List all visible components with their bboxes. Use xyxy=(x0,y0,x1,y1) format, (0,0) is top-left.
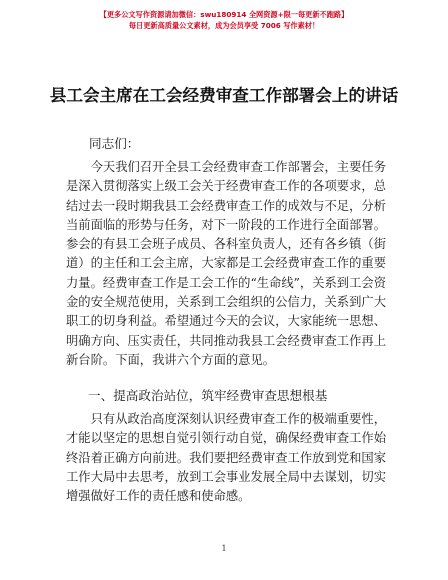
greeting: 同志们： xyxy=(89,136,140,151)
page-number: 1 xyxy=(221,544,227,553)
document-title: 县工会主席在工会经费审查工作部署会上的讲话 xyxy=(49,86,399,105)
promo-line-2: 每日更新高质量公文素材，成为会员享受 7006 写作素材！ xyxy=(128,21,320,30)
promo-banner xyxy=(0,9,448,31)
promo-line-1: 【更多公文写作资源请加微信：swu180914 全网资源+限一每更新不跑路】 xyxy=(99,10,349,19)
paragraph-section-1: 只有从政治高度深刻认识经费审查工作的极端重要性，才能以坚定的思想自觉引领行动自觉，确保经费审查工作始终沿着正确方向前进。我们要把经费审查工作放到党和国家工作大局中去思考，放到工会事业发展全局中去谋划，切实增强做好工作的责任感和使命感。 xyxy=(66,412,386,504)
paragraph-intro: 今天我们召开全县工会经费审查工作部署会，主要任务是深入贯彻落实上级工会关于经费审查工作的各项要求，总结过去一段时期我县工会经费审查工作的成效与不足，分析当前面临的形势与任务，对下一阶段的工作进行全面部署。参会的有县工会班子成员、各科室负责人，还有各乡镇（街道）的主任和工会主席，大家都是工会经费审查工作的重要力量。经费审查工作是工会工作的“生命线”，关系到工会资金的安全规范使用，关系到工会组织的公信力，关系到广大职工的切身利益。希望通过今天的会议，大家能统一思想、明确方向、压实责任，共同推动我县工会经费审查工作再上新台阶。下面，我讲六个方面的意见。 xyxy=(66,160,386,367)
section-heading-1: 一、提高政治站位，筑牢经费审查思想根基 xyxy=(88,388,328,403)
